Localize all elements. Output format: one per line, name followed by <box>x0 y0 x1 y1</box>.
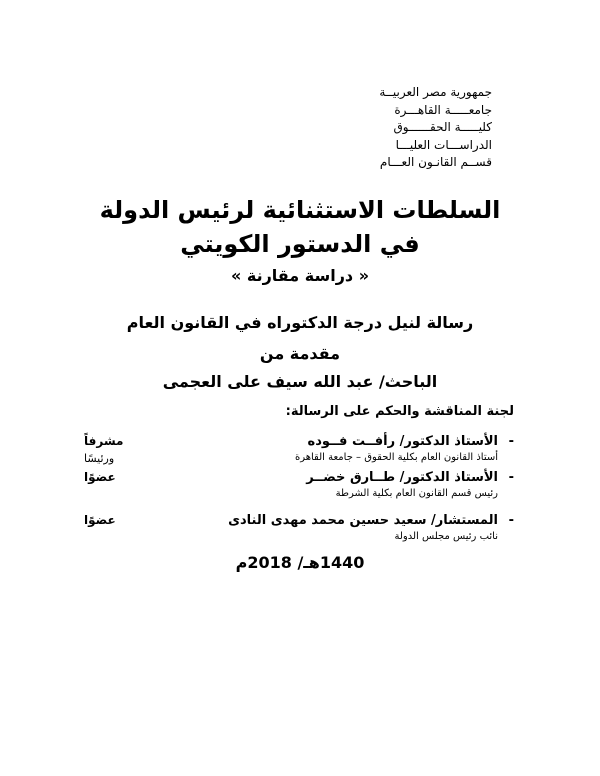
committee-member <box>84 513 514 549</box>
thesis-purpose: رسالة لنيل درجة الدكتوراه في القانون العام <box>126 313 474 332</box>
institution-faculty: كليـــــة الحقــــــوق <box>393 120 492 134</box>
institution-department: قســم القانـون العـــام <box>379 155 492 169</box>
thesis-title-line-1: السلطات الاستثنائية لرئيس الدولة <box>99 196 501 224</box>
list-dash: - <box>508 513 514 528</box>
member-role-secondary: ورئيسًا <box>84 452 115 465</box>
institution-studies: الدراســـات العليـــا <box>395 137 492 152</box>
researcher-name: الباحث/ عبد الله سيف على العجمى <box>162 372 438 391</box>
institution-header <box>272 84 492 172</box>
member-description: أستاذ القانون العام بكلية الحقوق – جامعة القاهرة <box>294 452 498 463</box>
committee-member <box>84 470 514 506</box>
member-name: الأستاذ الدكتور/ طــارق خضــر <box>306 470 498 485</box>
institution-university: جامعـــــة القاهـــرة <box>394 102 492 117</box>
member-role: مشرفاً <box>84 434 124 448</box>
institution-country: جمهورية مصر العربيــة <box>379 85 492 99</box>
presented-by: مقدمة من <box>259 344 341 363</box>
list-dash: - <box>508 470 514 485</box>
member-role: عضوًا <box>84 470 116 484</box>
thesis-date: 1440هـ/ 2018م <box>235 553 365 572</box>
committee-member <box>84 434 514 470</box>
member-role: عضوًا <box>84 513 116 527</box>
member-description: نائب رئيس مجلس الدولة <box>394 531 498 542</box>
thesis-title-line-2: في الدستور الكويتي <box>180 230 420 258</box>
member-name: الأستاذ الدكتور/ رأفــت فــوده <box>307 434 498 449</box>
member-description: رئيس قسم القانون العام بكلية الشرطة <box>335 488 498 499</box>
member-name: المستشار/ سعيد حسين محمد مهدى النادى <box>228 513 498 528</box>
list-dash: - <box>508 434 514 449</box>
thesis-subtitle: « دراسة مقارنة » <box>230 266 370 285</box>
committee-heading: لجنة المناقشة والحكم على الرسالة: <box>285 404 514 419</box>
